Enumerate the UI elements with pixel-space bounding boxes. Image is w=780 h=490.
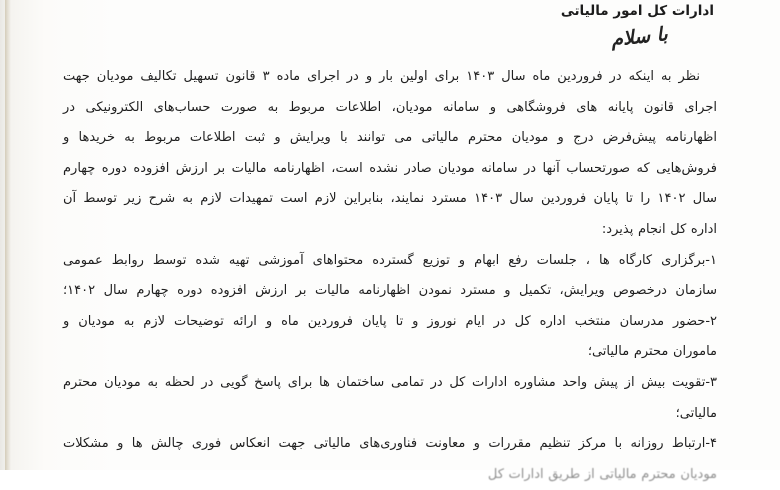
document-line: سال ۱۴۰۲ را تا پایان فروردین سال ۱۴۰۳ مسترد نمایند، بنابراین لازم است تمهیدات لازم به شرح زیر توسط آن <box>63 191 718 207</box>
document-line-cutoff: مودیان محترم مالیاتی از طریق ادارات کل <box>487 466 717 482</box>
document-line: ۱-برگزاری کارگاه ها ، جلسات رفع ابهام و توزیع گسترده محتواهای آموزشی تهیه شده توسط روابط عمومی <box>63 252 717 268</box>
document-line: ۴-ارتباط روزانه با مرکز تنظیم مقررات و معاونت فناوری‌های مالیاتی جهت انعکاس فوری چالش ها و مشکلات <box>63 436 717 452</box>
letterhead-recipient-title: ادارات کل امور مالیاتی <box>560 3 714 19</box>
handwritten-salutation: با سلام <box>610 23 669 51</box>
document-line: ماموران محترم مالیاتی؛ <box>587 344 717 360</box>
document-line: ۳-تقویت بیش از پیش واحد مشاوره ادارات کل در تمامی ساختمان ها برای پاسخ گویی در لحظه به مودیان محترم <box>63 374 717 390</box>
document-line: سازمان درخصوص ویرایش، تکمیل و مسترد نمودن اظهارنامه مالیات بر ارزش افزوده دوره چهارم سال ۱۴۰۲؛ <box>63 283 717 299</box>
document-line: نظر به اینکه در فروردین ماه سال ۱۴۰۳ برای اولین بار و در اجرای ماده ۳ قانون تسهیل تکالیف مودیان جهت <box>63 69 701 84</box>
page-edge-shadow <box>5 0 11 470</box>
document-line: مالیاتی؛ <box>675 405 717 421</box>
document-line: اداره کل انجام پذیرد: <box>601 221 717 237</box>
document-line: فروش‌هایی که صورتحساب آنها در سامانه مودیان صادر نشده است، اظهارنامه مالیات بر ارزش افزوده دوره چهارم <box>63 160 717 176</box>
document-line: اجرای قانون پایانه های فروشگاهی و سامانه مودیان، اطلاعات مربوط به صورت حساب‌های الکترونیکی در <box>63 99 717 115</box>
document-line: ۲-حضور مدرسان منتخب اداره کل در ایام نوروز و تا پایان فروردین ماه و ارائه توضیحات لازم به مودیان و <box>63 313 717 329</box>
document-line: اظهارنامه پیش‌فرض درج و مودیان محترم مالیاتی می توانند با ویرایش و ثبت اطلاعات مربوط به خریدها و <box>63 130 717 146</box>
letter-body <box>63 62 718 482</box>
